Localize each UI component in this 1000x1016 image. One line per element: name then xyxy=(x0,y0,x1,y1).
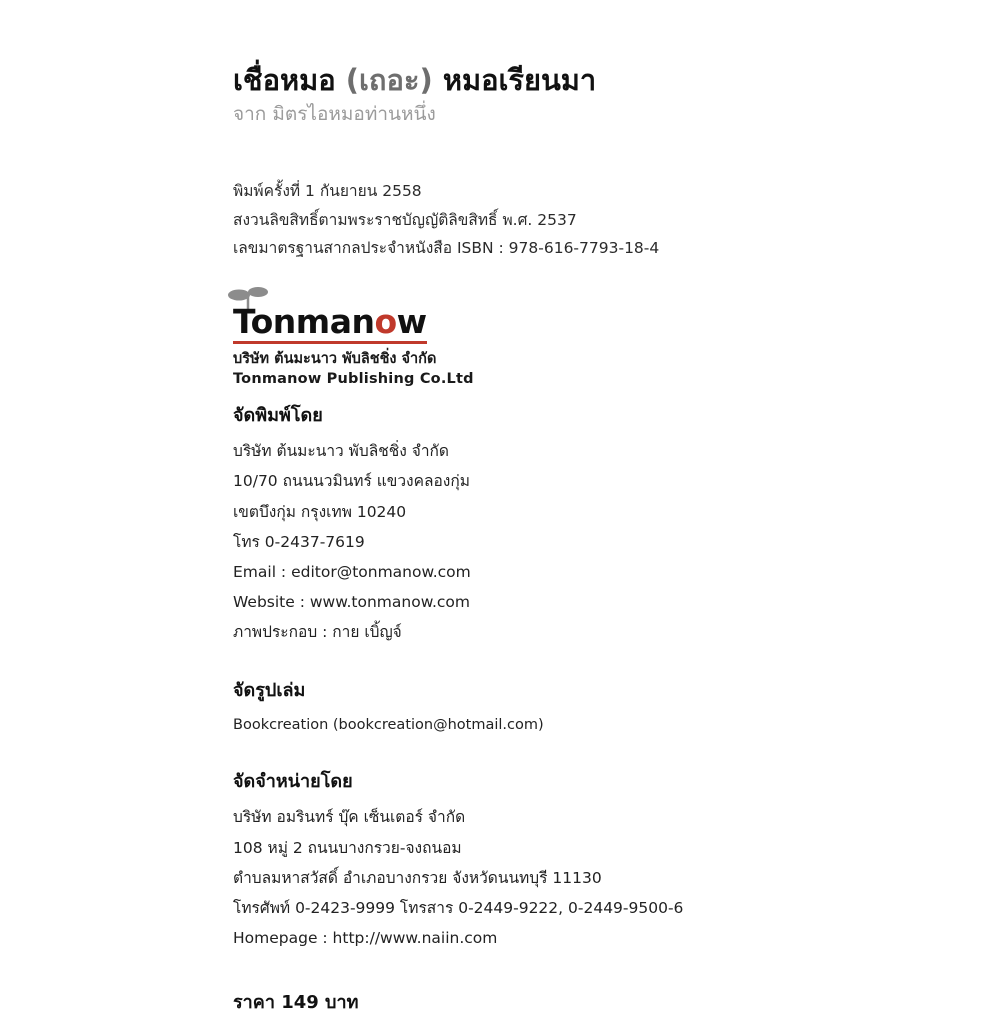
price-label: ราคา 149 บาท xyxy=(233,992,359,1014)
section-line: Bookcreation (bookcreation@hotmail.com) xyxy=(233,716,544,733)
section-line: โทร 0-2437-7619 xyxy=(233,532,365,551)
page-subtitle: จาก มิตรไอหมอท่านหนึ่ง xyxy=(233,103,436,126)
logo-wordmark xyxy=(233,301,427,344)
logo-letter-t: T xyxy=(233,301,251,341)
imprint-block xyxy=(233,177,933,263)
imprint-line: พิมพ์ครั้งที่ 1 กันยายน 2558 xyxy=(233,181,422,200)
title-parenthetical: (เถอะ) xyxy=(345,63,433,97)
page-content xyxy=(233,62,933,1016)
publisher-logo xyxy=(233,301,933,389)
imprint-line: เลขมาตรฐานสากลประจำหนังสือ ISBN : 978-616-7793-18-4 xyxy=(233,239,660,258)
section-line: ภาพประกอบ : กาย เบิ้ญจ์ xyxy=(233,623,402,642)
logo-company-th: บริษัท ต้นมะนาว พับลิชชิ่ง จำกัด xyxy=(233,350,437,367)
section-distributed-by xyxy=(233,769,933,953)
section-published-by xyxy=(233,403,933,648)
section-heading: จัดจำหน่ายโดย xyxy=(233,771,353,793)
section-line: 108 หมู่ 2 ถนนบางกรวย-จงถนอม xyxy=(233,838,462,857)
section-layout-by xyxy=(233,678,933,739)
contact-email: Email : editor@tonmanow.com xyxy=(233,563,471,582)
section-line: บริษัท อมรินทร์ บุ๊ค เซ็นเตอร์ จำกัด xyxy=(233,808,466,827)
section-line: เขตบึงกุ่ม กรุงเทพ 10240 xyxy=(233,502,407,521)
contact-website: Website : www.tonmanow.com xyxy=(233,593,470,612)
page-title xyxy=(233,62,933,98)
logo-letter-o: o xyxy=(374,301,397,341)
logo-letter-w: w xyxy=(396,301,427,341)
homepage-link[interactable]: Homepage : http://www.naiin.com xyxy=(233,929,498,948)
section-line: โทรศัพท์ 0-2423-9999 โทรสาร 0-2449-9222, 0-2449-9500-6 xyxy=(233,898,684,917)
title-part-2: หมอเรียนมา xyxy=(432,63,597,97)
logo-company-en: Tonmanow Publishing Co.Ltd xyxy=(233,370,474,387)
section-line: 10/70 ถนนนวมินทร์ แขวงคลองกุ่ม xyxy=(233,472,470,491)
imprint-line: สงวนลิขสิทธิ์ตามพระราชบัญญัติลิขสิทธิ์ พ.ศ. 2537 xyxy=(233,210,577,229)
section-heading: จัดรูปเล่ม xyxy=(233,679,306,701)
section-heading: จัดพิมพ์โดย xyxy=(233,404,323,426)
section-line: ตำบลมหาสวัสดิ์ อำเภอบางกรวย จังหวัดนนทบุรี 11130 xyxy=(233,868,602,887)
section-line: บริษัท ต้นมะนาว พับลิชชิ่ง จำกัด xyxy=(233,442,449,461)
logo-letters-on: onman xyxy=(250,301,375,341)
title-part-1: เชื่อหมอ xyxy=(233,63,346,97)
